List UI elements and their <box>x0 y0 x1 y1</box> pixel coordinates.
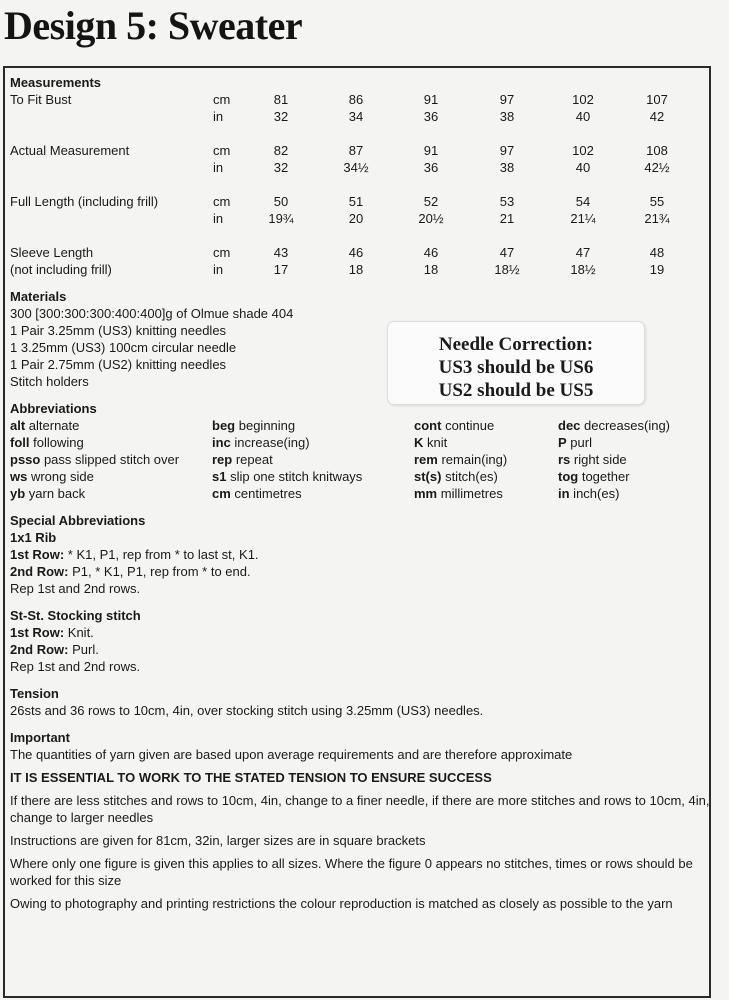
measurement-value: 21¾ <box>644 211 670 226</box>
rib-title: 1x1 Rib <box>10 530 57 545</box>
st-repeat: Rep 1st and 2nd rows. <box>10 659 141 674</box>
measurement-value: 46 <box>348 245 364 260</box>
measurement-value: 20½ <box>418 211 444 226</box>
measurement-value: 108 <box>646 143 668 158</box>
materials-line: 300 [300:300:300:400:400]g of Olmue shade 404 <box>10 306 294 321</box>
abbreviation-item: psso pass slipped stitch over <box>10 452 180 467</box>
materials-line: Stitch holders <box>10 374 89 389</box>
measurement-value: 91 <box>423 92 439 107</box>
tension-text: 26sts and 36 rows to 10cm, 4in, over stocking stitch using 3.25mm (US3) needles. <box>10 703 484 718</box>
measurement-value: 42 <box>649 109 665 124</box>
important-paragraph: If there are less stitches and rows to 10cm, 4in, change to a finer needle, if there are more stitches and rows to 10cm, 4in, change to larger needles <box>10 793 710 825</box>
measurement-value: 51 <box>348 194 364 209</box>
measurement-value: 34 <box>348 109 364 124</box>
measurement-value: 36 <box>423 109 439 124</box>
abbreviation-item: rem remain(ing) <box>414 452 508 467</box>
measurement-value: 19¾ <box>268 211 294 226</box>
abbreviation-item: s1 slip one stitch knitways <box>212 469 363 484</box>
measurement-row <box>10 91 710 108</box>
measurement-value: 53 <box>499 194 515 209</box>
measurement-row <box>10 108 710 125</box>
abbreviation-item: in inch(es) <box>558 486 620 501</box>
measurement-value: 97 <box>499 92 515 107</box>
abbreviation-item: alt alternate <box>10 418 80 433</box>
measurement-value: 102 <box>572 92 594 107</box>
needle-correction-sticker <box>388 322 644 404</box>
measurement-value: 54 <box>575 194 591 209</box>
rib-row-2: 2nd Row: P1, * K1, P1, rep from * to end. <box>10 564 251 579</box>
abbreviation-item: tog together <box>558 469 630 484</box>
stocking-stitch-title: St-St. Stocking stitch <box>10 608 141 623</box>
needle-correction-line: US2 should be US5 <box>438 380 594 401</box>
measurement-value: 34½ <box>343 160 369 175</box>
measurement-value: 17 <box>273 262 289 277</box>
measurement-label: Full Length (including frill) <box>10 194 159 209</box>
measurement-row <box>10 159 710 176</box>
measurement-value: 86 <box>348 92 364 107</box>
abbreviation-item: beg beginning <box>212 418 296 433</box>
tension-heading: Tension <box>10 686 59 701</box>
important-heading: Important <box>10 730 70 745</box>
measurement-unit: cm <box>213 245 231 260</box>
measurement-label: Actual Measurement <box>10 143 130 158</box>
measurement-value: 107 <box>646 92 668 107</box>
measurement-value: 19 <box>649 262 665 277</box>
measurement-row <box>10 261 710 278</box>
page-title: Design 5: Sweater <box>4 3 303 48</box>
abbreviation-item: foll following <box>10 435 84 450</box>
measurement-value: 91 <box>423 143 439 158</box>
measurement-row <box>10 210 710 227</box>
measurement-unit: cm <box>213 194 231 209</box>
rib-row-1: 1st Row: * K1, P1, rep from * to last st, K1. <box>10 547 259 562</box>
abbreviation-item: st(s) stitch(es) <box>414 469 498 484</box>
measurement-value: 38 <box>499 160 515 175</box>
measurement-value: 40 <box>575 160 591 175</box>
measurement-value: 42½ <box>644 160 670 175</box>
measurement-unit: in <box>213 262 224 277</box>
measurement-value: 46 <box>423 245 439 260</box>
needle-correction-title: Needle Correction: <box>438 334 594 355</box>
measurement-label: (not including frill) <box>10 262 112 277</box>
measurement-row <box>10 142 710 159</box>
materials-heading: Materials <box>10 289 67 304</box>
measurement-value: 18½ <box>494 262 520 277</box>
abbreviation-item: rep repeat <box>212 452 273 467</box>
abbreviations-heading: Abbreviations <box>10 401 97 416</box>
abbreviation-item: rs right side <box>558 452 627 467</box>
measurement-value: 38 <box>499 109 515 124</box>
measurement-value: 82 <box>273 143 289 158</box>
measurement-value: 21¼ <box>570 211 596 226</box>
special-abbreviations-heading: Special Abbreviations <box>10 513 146 528</box>
measurement-value: 55 <box>649 194 665 209</box>
measurement-value: 40 <box>575 109 591 124</box>
measurement-unit: in <box>213 109 224 124</box>
abbreviation-item: mm millimetres <box>414 486 503 501</box>
measurement-value: 21 <box>499 211 515 226</box>
abbreviation-item: dec decreases(ing) <box>558 418 671 433</box>
measurement-unit: cm <box>213 143 231 158</box>
measurement-value: 87 <box>348 143 364 158</box>
measurement-unit: in <box>213 160 224 175</box>
tension-warning: IT IS ESSENTIAL TO WORK TO THE STATED TENSION TO ENSURE SUCCESS <box>10 770 492 785</box>
measurement-value: 32 <box>273 109 289 124</box>
measurement-value: 52 <box>423 194 439 209</box>
measurement-row <box>10 244 710 261</box>
measurement-label: Sleeve Length <box>10 245 94 260</box>
abbreviation-item: inc increase(ing) <box>212 435 310 450</box>
pattern-content <box>10 74 710 912</box>
measurement-value: 47 <box>499 245 515 260</box>
measurement-value: 47 <box>575 245 591 260</box>
measurement-unit: in <box>213 211 224 226</box>
measurements-heading: Measurements <box>10 75 102 90</box>
measurement-value: 20 <box>348 211 364 226</box>
st-row-2: 2nd Row: Purl. <box>10 642 99 657</box>
abbreviation-item: cm centimetres <box>212 486 302 501</box>
abbreviation-item: ws wrong side <box>10 469 94 484</box>
measurement-value: 36 <box>423 160 439 175</box>
important-paragraph: Where only one figure is given this applies to all sizes. Where the figure 0 appears no stitches, times or rows should be worked for this size <box>10 856 693 888</box>
st-row-1: 1st Row: Knit. <box>10 625 94 640</box>
measurement-unit: cm <box>213 92 231 107</box>
measurement-value: 32 <box>273 160 289 175</box>
measurement-value: 97 <box>499 143 515 158</box>
important-paragraph: The quantities of yarn given are based upon average requirements and are therefore approximate <box>10 747 573 762</box>
abbreviation-item: yb yarn back <box>10 486 86 501</box>
rib-repeat: Rep 1st and 2nd rows. <box>10 581 141 596</box>
measurement-value: 50 <box>273 194 289 209</box>
measurement-value: 18 <box>348 262 364 277</box>
abbreviations-grid <box>10 417 710 504</box>
abbreviation-item: cont continue <box>414 418 495 433</box>
materials-line: 1 3.25mm (US3) 100cm circular needle <box>10 340 237 355</box>
important-paragraph: Owing to photography and printing restrictions the colour reproduction is matched as closely as possible to the yarn <box>10 896 673 911</box>
materials-line: 1 Pair 3.25mm (US3) knitting needles <box>10 323 227 338</box>
important-paragraph: Instructions are given for 81cm, 32in, larger sizes are in square brackets <box>10 833 426 848</box>
measurement-value: 102 <box>572 143 594 158</box>
measurement-row <box>10 193 710 210</box>
abbreviation-item: P purl <box>558 435 592 450</box>
measurement-value: 18 <box>423 262 439 277</box>
materials-line: 1 Pair 2.75mm (US2) knitting needles <box>10 357 227 372</box>
measurement-value: 43 <box>273 245 289 260</box>
abbreviation-item: K knit <box>414 435 448 450</box>
measurement-label: To Fit Bust <box>10 92 72 107</box>
needle-correction-line: US3 should be US6 <box>438 357 594 378</box>
measurement-value: 48 <box>649 245 665 260</box>
measurement-value: 18½ <box>570 262 596 277</box>
measurements-table <box>10 91 710 278</box>
measurement-value: 81 <box>273 92 289 107</box>
